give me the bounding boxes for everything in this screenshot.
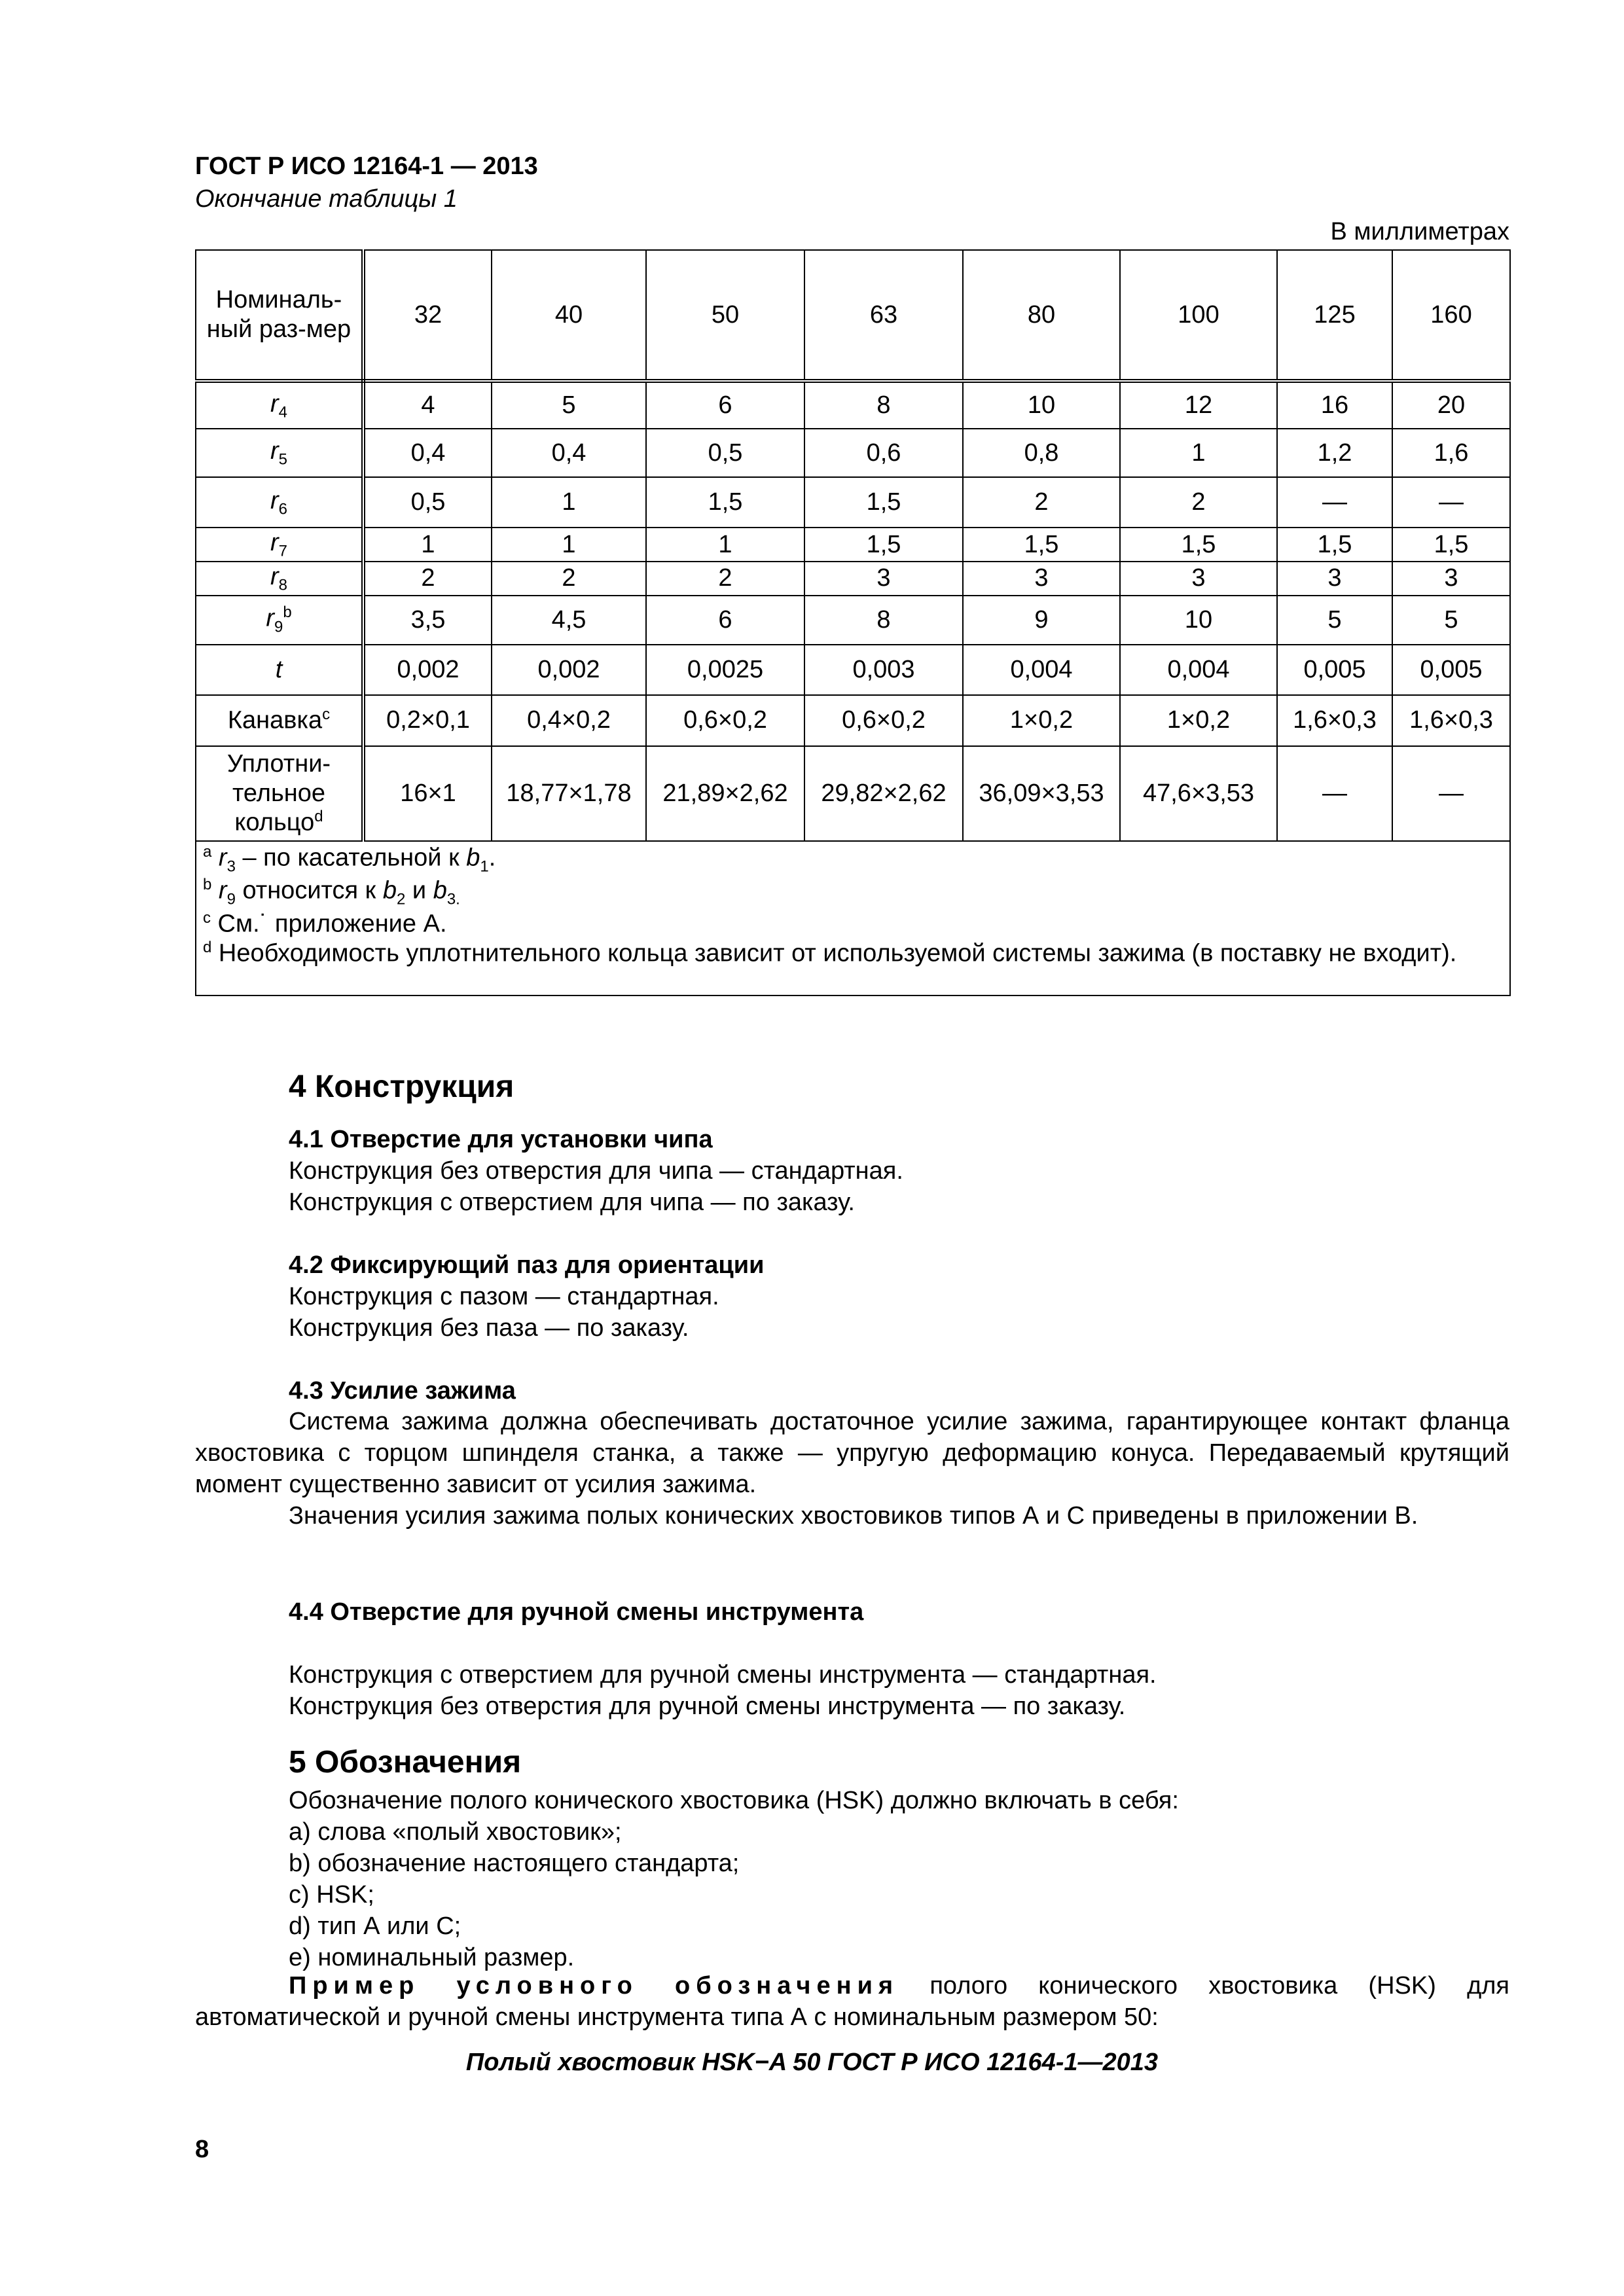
table-cell: 4,5: [492, 596, 646, 645]
table-cell: 1×0,2: [1120, 695, 1277, 746]
table-cell: 8: [804, 381, 963, 429]
table-cell: 10: [963, 381, 1120, 429]
row-label-r4: $r_4$: [196, 381, 363, 429]
table-cell: 5: [1277, 596, 1392, 645]
table-cell: 1,5: [1120, 528, 1277, 562]
table-cell: 0,005: [1277, 645, 1392, 695]
table-cell: 0,003: [804, 645, 963, 695]
table-cell: 1,5: [963, 528, 1120, 562]
table-cell: 5: [1392, 596, 1510, 645]
example-paragraph: Пример условного обозначения полого конического хвостовика (HSK) для автоматической и ручной смены инструмента типа А с номинальным размером 50:: [195, 1972, 1509, 2031]
table-cell: 2: [492, 562, 646, 596]
table-cell: 18,77×1,78: [492, 746, 646, 841]
table-cell: 6: [646, 381, 804, 429]
table-cell: 1,5: [1392, 528, 1510, 562]
row-label-seal-ring: Уплотни-тельное кольцо$^d$: [196, 746, 363, 841]
size-header: 125: [1277, 250, 1392, 381]
table-cell: 0,005: [1392, 645, 1510, 695]
table-cell: 0,5: [363, 477, 492, 528]
table-cell: 1,6: [1392, 429, 1510, 477]
table-cell: 36,09×3,53: [963, 746, 1120, 841]
table-cell: 3: [1392, 562, 1510, 596]
table-cell: —: [1392, 746, 1510, 841]
table-cell: 1,5: [1277, 528, 1392, 562]
table-cell: 2: [646, 562, 804, 596]
subsection-4-1-title: 4.1 Отверстие для установки чипа: [289, 1126, 713, 1153]
table-cell: 47,6×3,53: [1120, 746, 1277, 841]
footnote-d: $^d$ Необходимость уплотнительного кольца зависит от используемой системы зажима (в поставку не входит).: [203, 939, 1457, 968]
footnote-b: $^b$ $r_9$ относится к $b_2$ и $b_{3.}$: [203, 876, 460, 908]
table-cell: 21,89×2,62: [646, 746, 804, 841]
table-cell: 6: [646, 596, 804, 645]
table-cell: 1: [363, 528, 492, 562]
table-cell: 3: [1277, 562, 1392, 596]
text-line: Обозначение полого конического хвостовика (HSK) должно включать в себя:: [289, 1787, 1179, 1814]
table-cell: 0,002: [363, 645, 492, 695]
table-cell: 0,6: [804, 429, 963, 477]
size-header: 32: [363, 250, 492, 381]
list-item: e) номинальный размер.: [289, 1944, 575, 1971]
subsection-4-3-title: 4.3 Усилие зажима: [289, 1377, 516, 1405]
size-header: 63: [804, 250, 963, 381]
table-cell: —: [1277, 477, 1392, 528]
header-label-cell: Номиналь-ный раз-мер: [196, 250, 363, 381]
table-cell: 2: [1120, 477, 1277, 528]
table-cell: 0,004: [1120, 645, 1277, 695]
example-designation: Полый хвостовик HSK−A 50 ГОСТ Р ИСО 12164-1—2013: [465, 2049, 1159, 2076]
text-line: Конструкция без отверстия для чипа — стандартная.: [289, 1157, 903, 1185]
table-cell: 1,5: [804, 528, 963, 562]
paragraph: Система зажима должна обеспечивать достаточное усилие зажима, гарантирующее контакт фланца хвостовика с торцом шпинделя станка, а также — упругую деформацию конуса. Передаваемый крутящий момент существенно зависит от усилия зажима.: [195, 1408, 1509, 1498]
section-5-title: 5 Обозначения: [289, 1745, 522, 1780]
table-cell: 8: [804, 596, 963, 645]
table-cell: 1,6×0,3: [1392, 695, 1510, 746]
page-number: 8: [195, 2136, 209, 2163]
dimensions-table: [195, 249, 1511, 996]
table-cell: 2: [963, 477, 1120, 528]
list-item: c) HSK;: [289, 1881, 374, 1909]
row-label-t: t: [196, 645, 363, 695]
table-cell: 9: [963, 596, 1120, 645]
list-item: a) слова «полый хвостовик»;: [289, 1818, 622, 1846]
table-cell: 1: [646, 528, 804, 562]
row-label-r6: $r_6$: [196, 477, 363, 528]
subsection-4-4-title: 4.4 Отверстие для ручной смены инструмента: [289, 1598, 864, 1626]
text-line: Конструкция без отверстия для ручной смены инструмента — по заказу.: [289, 1693, 1126, 1720]
table-cell: 2: [363, 562, 492, 596]
table-cell: —: [1392, 477, 1510, 528]
size-header: 80: [963, 250, 1120, 381]
units-label: В миллиметрах: [1330, 218, 1509, 245]
section-4-title: 4 Конструкция: [289, 1069, 514, 1104]
table-cell: 0,4: [363, 429, 492, 477]
row-label-r7: $r_7$: [196, 528, 363, 562]
table-cell: 3: [804, 562, 963, 596]
table-cell: 3,5: [363, 596, 492, 645]
size-header: 50: [646, 250, 804, 381]
table-cell: 0,0025: [646, 645, 804, 695]
text-line: Конструкция с пазом — стандартная.: [289, 1283, 719, 1310]
table-cell: 1: [492, 477, 646, 528]
table-cell: 10: [1120, 596, 1277, 645]
table-cell: 0,004: [963, 645, 1120, 695]
list-item: b) обозначение настоящего стандарта;: [289, 1850, 740, 1877]
table-cell: 0,4: [492, 429, 646, 477]
text-line: Конструкция с отверстием для ручной смены инструмента — стандартная.: [289, 1661, 1157, 1689]
footnote-a: $^a$ $r_3$ – по касательной к $b_1$.: [203, 842, 496, 876]
table-cell: —: [1277, 746, 1392, 841]
table-cell: 29,82×2,62: [804, 746, 963, 841]
text-line: Конструкция без паза — по заказу.: [289, 1314, 689, 1342]
table-cell: 0,6×0,2: [804, 695, 963, 746]
table-cell: 4: [363, 381, 492, 429]
table-cell: 0,5: [646, 429, 804, 477]
table-cell: 0,6×0,2: [646, 695, 804, 746]
row-label-r8: $r_8$: [196, 562, 363, 596]
size-header: 160: [1392, 250, 1510, 381]
table-cell: 1×0,2: [963, 695, 1120, 746]
table-cell: 1: [492, 528, 646, 562]
document-code: ГОСТ Р ИСО 12164-1 — 2013: [195, 152, 538, 180]
table-cell: 12: [1120, 381, 1277, 429]
table-cell: 3: [963, 562, 1120, 596]
table-cell: 16×1: [363, 746, 492, 841]
table-cell: 1,5: [646, 477, 804, 528]
size-header: 40: [492, 250, 646, 381]
table-cell: 3: [1120, 562, 1277, 596]
table-cell: 0,2×0,1: [363, 695, 492, 746]
table-cell: 20: [1392, 381, 1510, 429]
table-cell: 1,2: [1277, 429, 1392, 477]
size-header: 100: [1120, 250, 1277, 381]
table-cell: 0,002: [492, 645, 646, 695]
table-cell: 0,4×0,2: [492, 695, 646, 746]
text-line: Конструкция с отверстием для чипа — по заказу.: [289, 1189, 855, 1216]
table-cell: 1,5: [804, 477, 963, 528]
table-footnotes: [196, 841, 1510, 996]
row-label-groove: Канавка$^c$: [196, 695, 363, 746]
table-cell: 0,8: [963, 429, 1120, 477]
table-cell: 1: [1120, 429, 1277, 477]
table-cell: 1,6×0,3: [1277, 695, 1392, 746]
paragraph: Значения усилия зажима полых конических хвостовиков типов А и С приведены в приложении В.: [289, 1502, 1418, 1530]
table-cell: 16: [1277, 381, 1392, 429]
table-cell: 5: [492, 381, 646, 429]
list-item: d) тип А или С;: [289, 1912, 461, 1940]
subsection-4-2-title: 4.2 Фиксирующий паз для ориентации: [289, 1251, 765, 1279]
footnote-c: $^c$ См.˙ приложение А.: [203, 908, 447, 938]
table-continuation-caption: Окончание таблицы 1: [195, 185, 458, 213]
row-label-r9: $r_9^b$: [196, 596, 363, 645]
row-label-r5: $r_5$: [196, 429, 363, 477]
